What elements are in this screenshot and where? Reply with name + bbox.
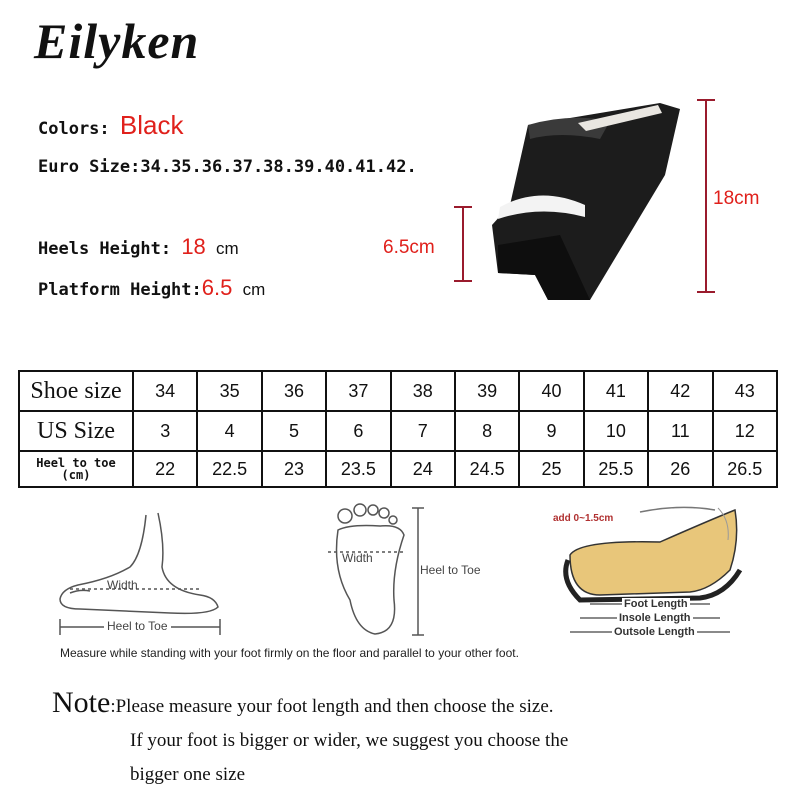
sole-heel-to-toe-label: Heel to Toe [420, 563, 481, 577]
colors-label: Colors: [38, 119, 110, 139]
table-cell: 42 [648, 371, 712, 411]
platform-value: 6.5 [201, 275, 233, 300]
cm-label: (cm) [61, 468, 91, 483]
note-line-1 [52, 686, 568, 724]
table-cell: 3 [133, 411, 197, 451]
table-cell: 25.5 [584, 451, 648, 487]
table-cell: 22.5 [197, 451, 261, 487]
note-line-3: bigger one size [130, 764, 246, 785]
heels-unit: cm [216, 239, 239, 258]
platform-dimension-line [454, 207, 472, 281]
note-title: Note [52, 686, 111, 719]
table-cell: 22 [133, 451, 197, 487]
wedge-sandal [492, 103, 680, 300]
measure-caption: Measure while standing with your foot firmly on the floor and parallel to your other foot. [60, 646, 519, 660]
colors-value: Black [119, 110, 184, 140]
table-cell: 40 [519, 371, 583, 411]
euro-value: 34.35.36.37.38.39.40.41.42. [140, 157, 417, 177]
table-cell: 8 [455, 411, 519, 451]
platform-unit: cm [242, 280, 266, 299]
platform-dimension-label: 6.5cm [383, 237, 435, 258]
table-cell: 39 [455, 371, 519, 411]
side-width-label: Width [107, 578, 138, 592]
total-height-dimension-label: 18cm [713, 188, 760, 209]
table-cell: 24.5 [455, 451, 519, 487]
table-row-us-size [19, 411, 777, 451]
table-cell: 9 [519, 411, 583, 451]
table-cell: 38 [391, 371, 455, 411]
euro-size-line [38, 157, 417, 177]
table-cell: 34 [133, 371, 197, 411]
foot-length-label: Foot Length [624, 598, 688, 610]
table-cell: 5 [262, 411, 326, 451]
table-cell: 25 [519, 451, 583, 487]
row-label-heel-to-toe [19, 451, 133, 487]
sole-width-label: Width [342, 551, 373, 565]
row-label-shoe-size: Shoe size [19, 371, 133, 411]
table-cell: 26.5 [713, 451, 777, 487]
insole-length-label: Insole Length [619, 612, 691, 624]
table-cell: 35 [197, 371, 261, 411]
heel-to-toe-label: Heel to toe [36, 456, 116, 471]
size-note [52, 686, 568, 792]
heels-height-line [38, 234, 239, 260]
table-cell: 37 [326, 371, 390, 411]
table-cell: 4 [197, 411, 261, 451]
outsole-length-label: Outsole Length [614, 626, 695, 638]
row-label-us-size: US Size [19, 411, 133, 451]
table-cell: 23.5 [326, 451, 390, 487]
side-heel-to-toe-label: Heel to Toe [104, 619, 171, 633]
note-line-2: If your foot is bigger or wider, we suggest you choose the [130, 730, 569, 751]
size-chart-table [18, 370, 778, 488]
table-cell: 23 [262, 451, 326, 487]
colors-line [38, 110, 183, 141]
heels-value: 18 [181, 234, 206, 259]
heels-label: Heels Height: [38, 239, 172, 259]
table-row-shoe-size [19, 371, 777, 411]
platform-label: Platform Height: [38, 280, 202, 300]
table-cell: 7 [391, 411, 455, 451]
table-cell: 43 [713, 371, 777, 411]
euro-label: Euro Size: [38, 157, 141, 177]
brand-logo: Eilyken [34, 13, 200, 69]
table-cell: 11 [648, 411, 712, 451]
add-length-note: add 0~1.5cm [553, 513, 614, 524]
table-cell: 26 [648, 451, 712, 487]
table-row-heel-to-toe [19, 451, 777, 487]
note-text-1: :Please measure your foot length and then choose the size. [110, 696, 554, 717]
table-cell: 41 [584, 371, 648, 411]
platform-height-line [38, 275, 265, 301]
table-cell: 12 [713, 411, 777, 451]
table-cell: 36 [262, 371, 326, 411]
table-cell: 10 [584, 411, 648, 451]
table-cell: 24 [391, 451, 455, 487]
table-cell: 6 [326, 411, 390, 451]
